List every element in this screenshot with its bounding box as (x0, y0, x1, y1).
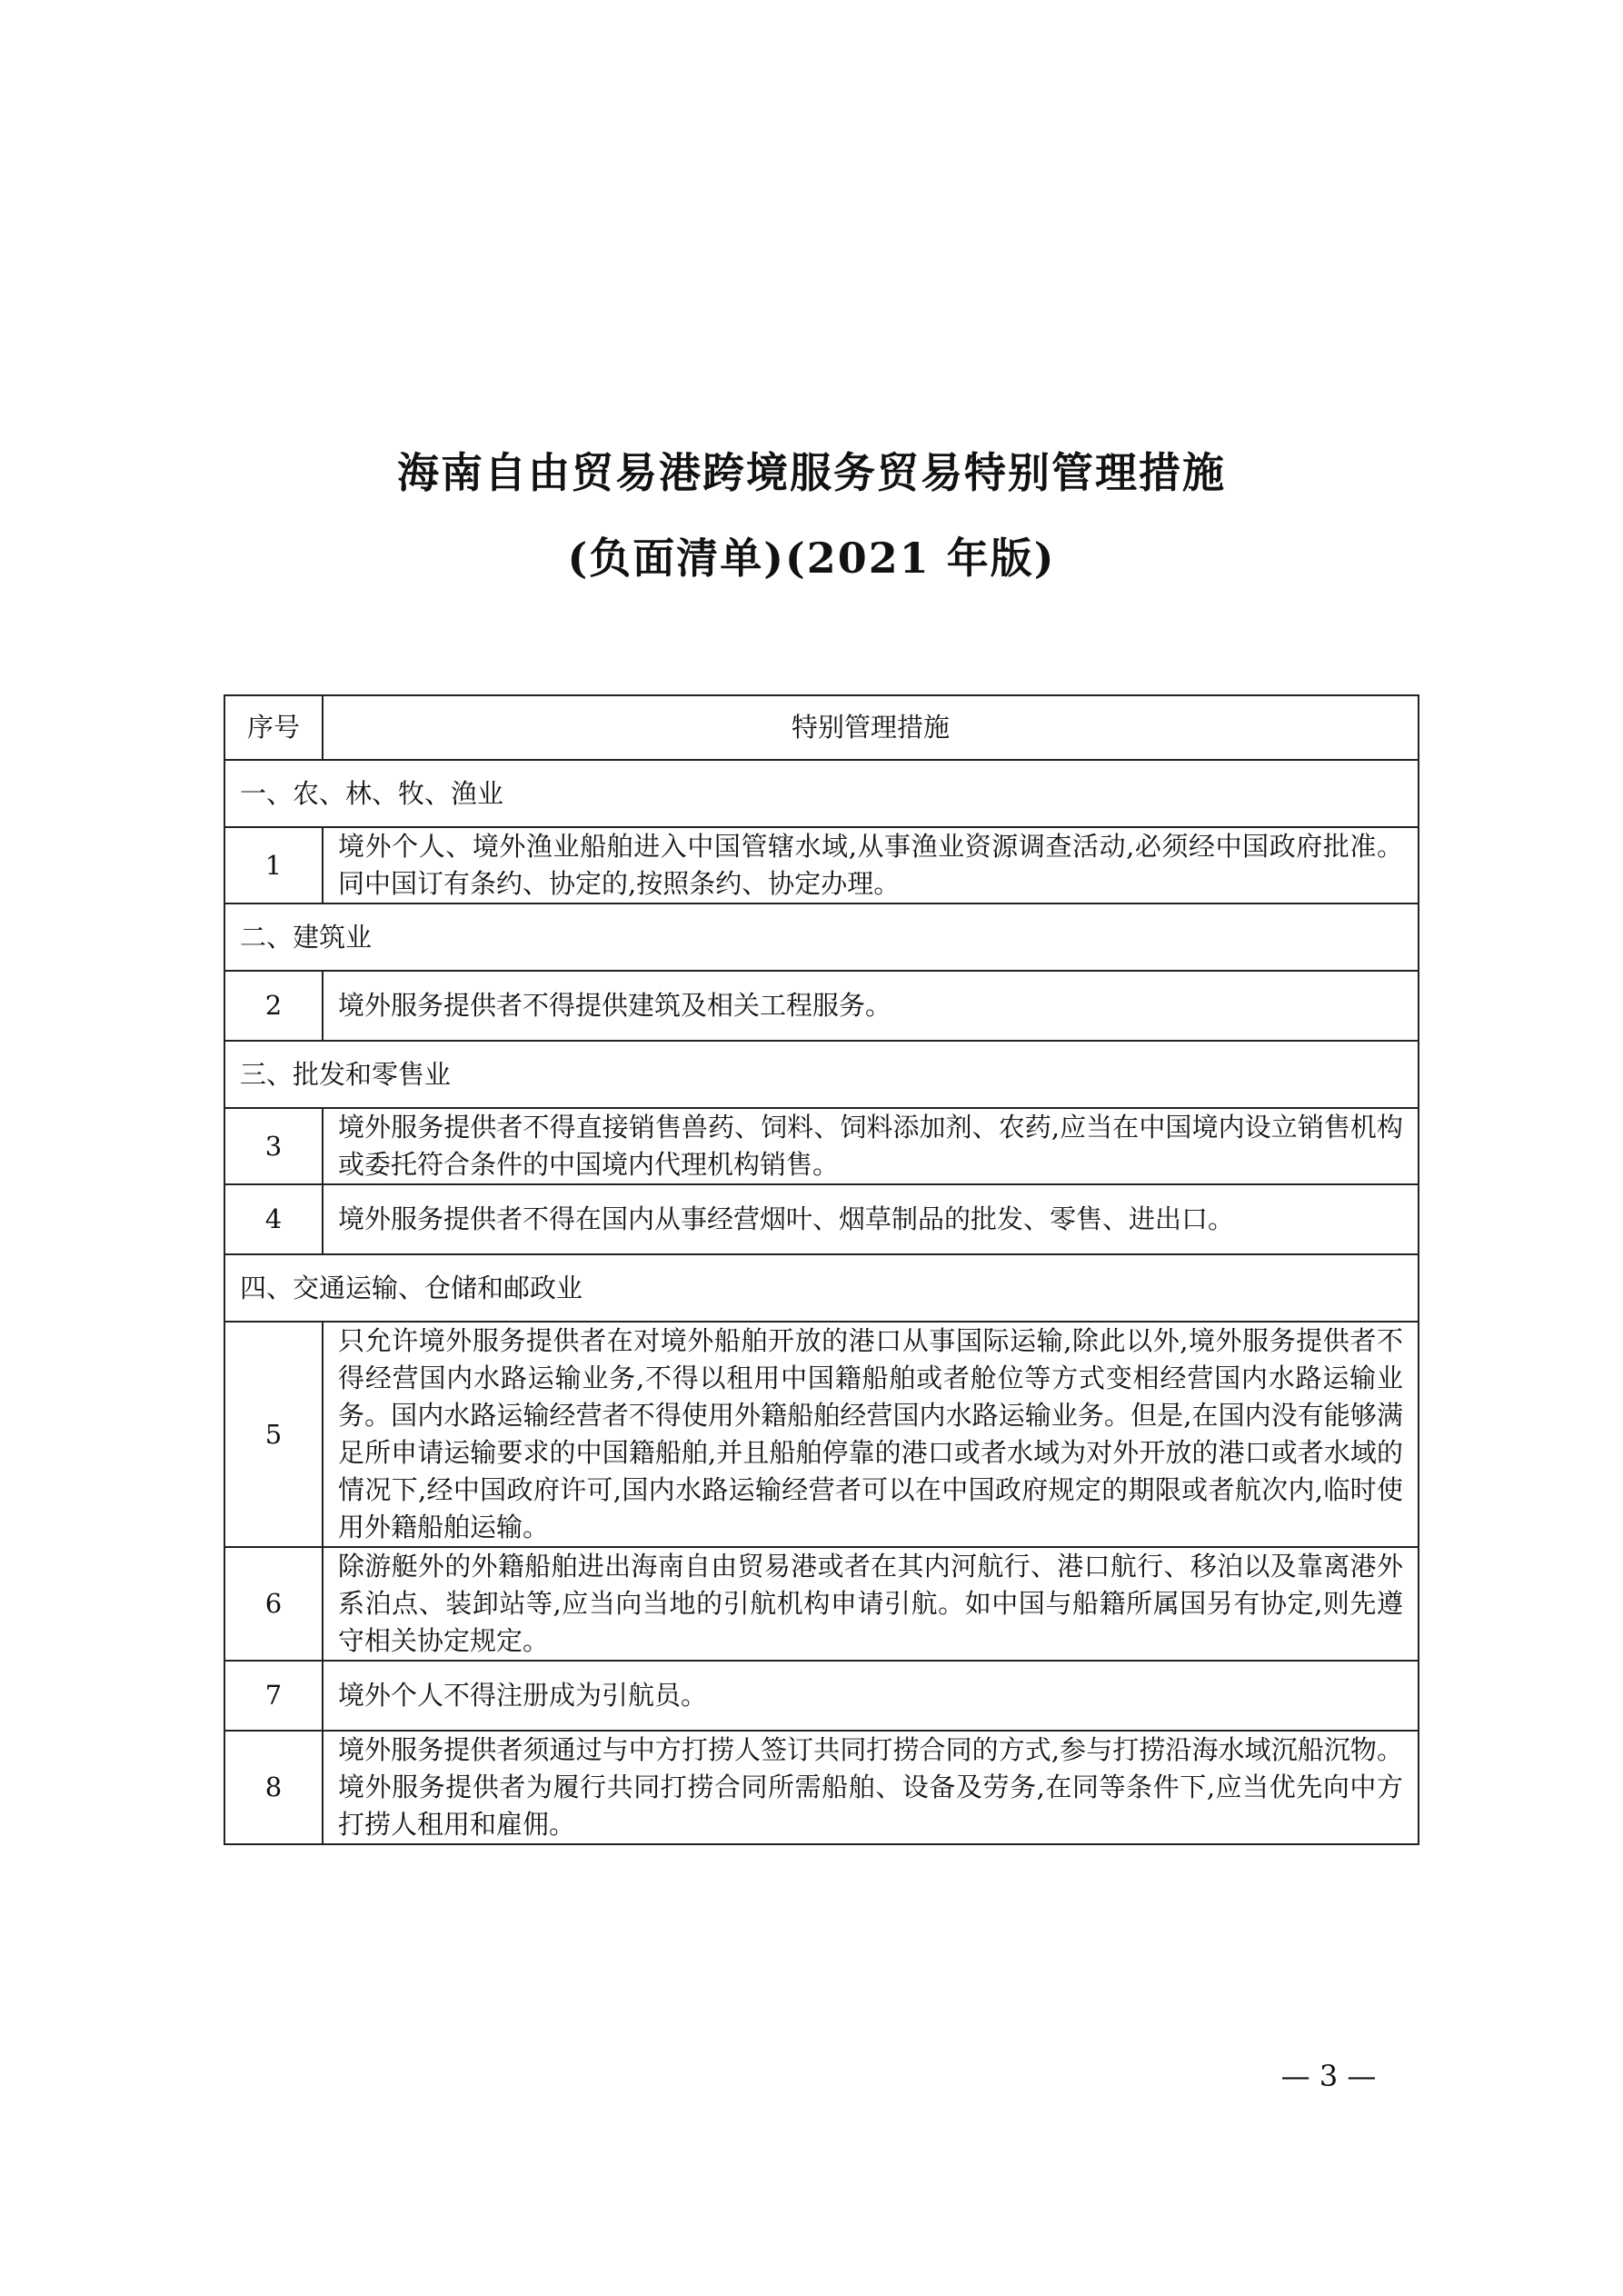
table-row (224, 827, 1419, 903)
row-number: 1 (224, 827, 323, 903)
row-measure-text: 境外个人不得注册成为引航员。 (323, 1661, 1419, 1731)
table-row (224, 1731, 1419, 1844)
section-heading-row (224, 1041, 1419, 1108)
row-number: 2 (224, 971, 323, 1041)
table-row (224, 1547, 1419, 1661)
row-measure-text: 只允许境外服务提供者在对境外船舶开放的港口从事国际运输,除此以外,境外服务提供者不得经营国内水路运输业务,不得以租用中国籍船舶或者舱位等方式变相经营国内水路运输业务。国内水路运输经营者不得使用外籍船舶经营国内水路运输业务。但是,在国内没有能够满足所申请运输要求的中国籍船舶,并且船舶停靠的港口或者水域为对外开放的港口或者水域的情况下,经中国政府许可,国内水路运输经营者可以在中国政府规定的期限或者航次内,临时使用外籍船舶运输。 (323, 1322, 1419, 1547)
header-number: 序号 (224, 695, 323, 760)
row-measure-text: 境外服务提供者须通过与中方打捞人签订共同打捞合同的方式,参与打捞沿海水域沉船沉物。境外服务提供者为履行共同打捞合同所需船舶、设备及劳务,在同等条件下,应当优先向中方打捞人租用和雇佣。 (323, 1731, 1419, 1844)
row-number: 8 (224, 1731, 323, 1844)
row-measure-text: 境外服务提供者不得在国内从事经营烟叶、烟草制品的批发、零售、进出口。 (323, 1184, 1419, 1254)
section-heading: 一、农、林、牧、渔业 (224, 760, 1419, 827)
document-title: 海南自由贸易港跨境服务贸易特别管理措施 (397, 448, 1226, 497)
header-measure: 特别管理措施 (323, 695, 1419, 760)
special-measures-table (224, 694, 1419, 1845)
row-measure-text: 境外个人、境外渔业船舶进入中国管辖水域,从事渔业资源调查活动,必须经中国政府批准。同中国订有条约、协定的,按照条约、协定办理。 (323, 827, 1419, 903)
row-number: 7 (224, 1661, 323, 1731)
row-number: 3 (224, 1108, 323, 1184)
table-row (224, 1184, 1419, 1254)
section-heading-row (224, 1254, 1419, 1322)
section-heading-row (224, 903, 1419, 971)
table-row (224, 1661, 1419, 1731)
row-number: 6 (224, 1547, 323, 1661)
row-number: 4 (224, 1184, 323, 1254)
table-header-row (224, 695, 1419, 760)
row-number: 5 (224, 1322, 323, 1547)
table-row (224, 971, 1419, 1041)
document-subtitle: (负面清单)(2021 年版) (567, 534, 1056, 583)
table-row (224, 1322, 1419, 1547)
section-heading: 四、交通运输、仓储和邮政业 (224, 1254, 1419, 1322)
section-heading: 二、建筑业 (224, 903, 1419, 971)
section-heading-row (224, 760, 1419, 827)
row-measure-text: 境外服务提供者不得提供建筑及相关工程服务。 (323, 971, 1419, 1041)
page-number: — 3 — (1280, 2059, 1377, 2093)
row-measure-text: 境外服务提供者不得直接销售兽药、饲料、饲料添加剂、农药,应当在中国境内设立销售机构或委托符合条件的中国境内代理机构销售。 (323, 1108, 1419, 1184)
row-measure-text: 除游艇外的外籍船舶进出海南自由贸易港或者在其内河航行、港口航行、移泊以及靠离港外系泊点、装卸站等,应当向当地的引航机构申请引航。如中国与船籍所属国另有协定,则先遵守相关协定规定。 (323, 1547, 1419, 1661)
table-row (224, 1108, 1419, 1184)
section-heading: 三、批发和零售业 (224, 1041, 1419, 1108)
